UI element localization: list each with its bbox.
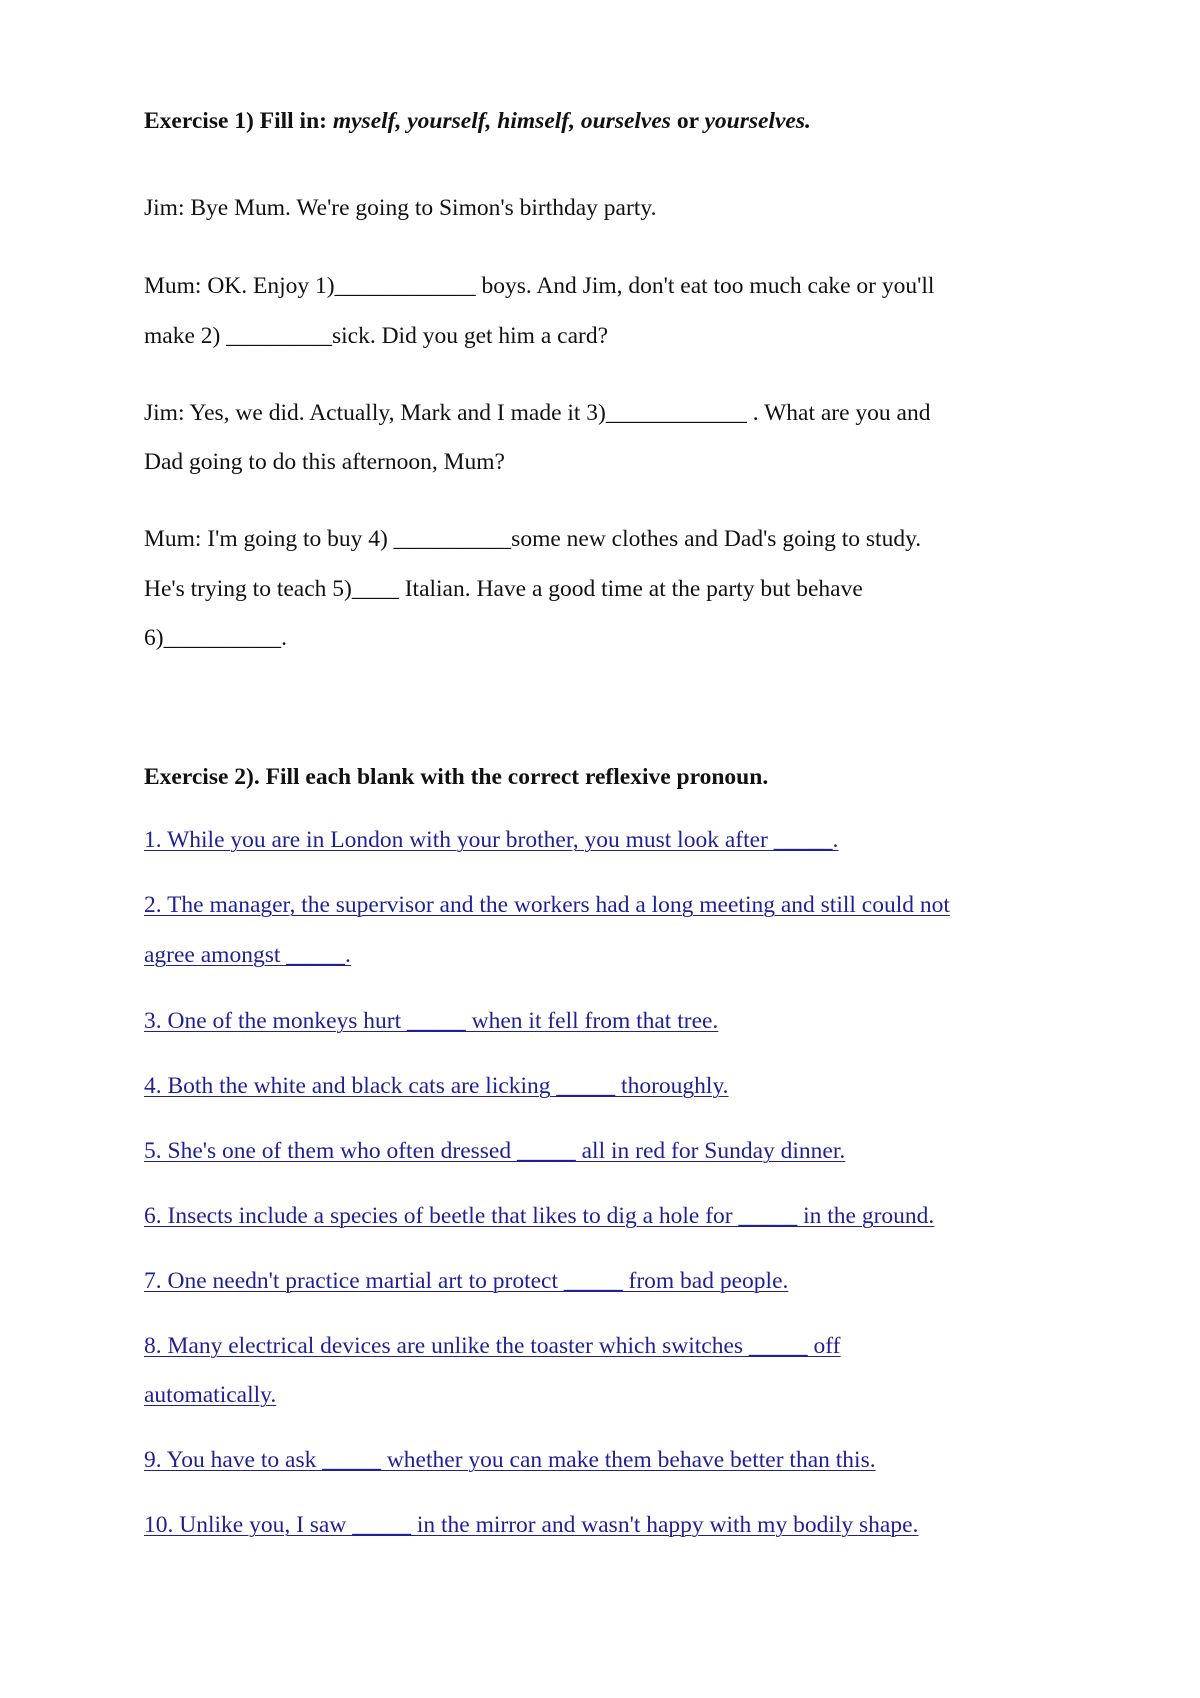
exercise1-line: 6)__________. <box>144 625 287 651</box>
exercise1-line: Mum: OK. Enjoy 1)____________ boys. And Jim, don't eat too much cake or you'll <box>144 273 935 299</box>
exercise2-item-link[interactable]: 8. Many electrical devices are unlike the toaster which switches _____ off <box>144 1333 841 1359</box>
exercise2-item-link[interactable]: 9. You have to ask _____ whether you can make them behave better than this. <box>144 1447 876 1473</box>
exercise1-title-prefix: Exercise 1) Fill in: <box>144 108 333 134</box>
exercise1-title <box>144 106 811 136</box>
exercise2-item-link[interactable]: 1. While you are in London with your brother, you must look after _____. <box>144 827 839 853</box>
exercise2-item-link[interactable]: 4. Both the white and black cats are licking _____ thoroughly. <box>144 1073 729 1099</box>
exercise2-item-link[interactable]: 10. Unlike you, I saw _____ in the mirror and wasn't happy with my bodily shape. <box>144 1512 919 1538</box>
exercise1-title-or: or <box>670 108 705 134</box>
exercise2-item-link[interactable]: agree amongst _____. <box>144 942 351 968</box>
exercise1-line: Mum: I'm going to buy 4) __________some new clothes and Dad's going to study. <box>144 526 922 552</box>
exercise1-title-last: yourselves. <box>704 108 811 134</box>
exercise2-item-link[interactable]: 6. Insects include a species of beetle that likes to dig a hole for _____ in the ground. <box>144 1203 935 1229</box>
exercise2-item-link[interactable]: 7. One needn't practice martial art to protect _____ from bad people. <box>144 1268 789 1294</box>
exercise2-item-link[interactable]: automatically. <box>144 1382 277 1408</box>
exercise2-title: Exercise 2). Fill each blank with the correct reflexive pronoun. <box>144 764 769 790</box>
exercise1-line: make 2) _________sick. Did you get him a card? <box>144 323 609 349</box>
exercise2-item-link[interactable]: 3. One of the monkeys hurt _____ when it fell from that tree. <box>144 1008 719 1034</box>
exercise1-title-words: myself, yourself, himself, ourselves <box>332 108 671 134</box>
exercise2-item-link[interactable]: 2. The manager, the supervisor and the workers had a long meeting and still could not <box>144 892 950 918</box>
exercise1-line: Dad going to do this afternoon, Mum? <box>144 449 505 475</box>
exercise1-line: Jim: Yes, we did. Actually, Mark and I made it 3)____________ . What are you and <box>144 400 931 426</box>
exercise2-item-link[interactable]: 5. She's one of them who often dressed _____ all in red for Sunday dinner. <box>144 1138 846 1164</box>
exercise1-line: Jim: Bye Mum. We're going to Simon's birthday party. <box>144 195 657 221</box>
exercise1-line: He's trying to teach 5)____ Italian. Have a good time at the party but behave <box>144 576 863 602</box>
